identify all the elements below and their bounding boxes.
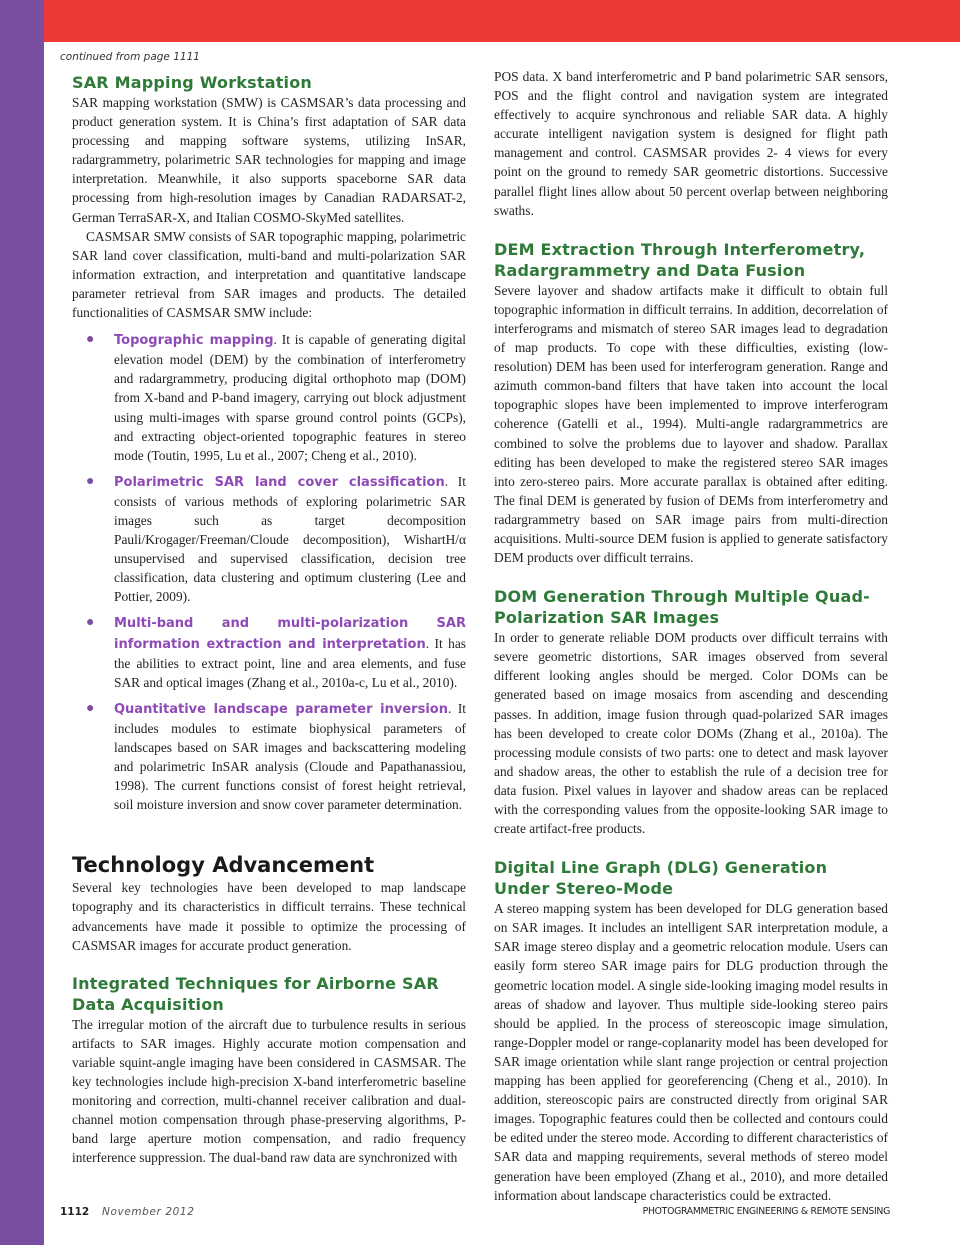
bullet-text: . It includes modules to estimate biophysical parameters of landscapes based on SAR images and backscattering modeling and polarimetric InSAR analysis (Cloude and Papathanassiou, 1998). The current functions consist of forest height retrieval, soil moisture inversion and snow cover parameter determination. <box>114 700 466 813</box>
journal-name: PHOTOGRAMMETRIC ENGINEERING & REMOTE SENSING <box>642 1206 890 1217</box>
section-heading-dem: DEM Extraction Through Interferometry, Radargrammetry and Data Fusion <box>494 239 866 280</box>
paragraph: SAR mapping workstation (SMW) is CASMSAR’s data processing and product generation system. It is China’s first adaptation of SAR data processing and mapping software systems, utilizing InSAR, radargrammetry, polarimetric SAR technologies for mapping and image interpretation. Meanwhile, it also supports spaceborne SAR data processing from high-resolution images by Canadian RADARSAT-2, German TerraSAR-X, and Italian COSMO-SkyMed satellites. <box>72 95 466 225</box>
section-heading-smw: SAR Mapping Workstation <box>72 73 313 92</box>
section-heading-airborne: Integrated Techniques for Airborne SAR Data Acquisition <box>72 973 439 1014</box>
bullet-term: Quantitative landscape parameter inversion <box>114 701 448 717</box>
bullet-icon: ● <box>86 473 95 489</box>
bullet-term: Topographic mapping <box>114 333 274 349</box>
bullet-icon: ● <box>86 332 95 348</box>
side-color-bar <box>0 0 44 1245</box>
left-column <box>72 68 466 1168</box>
bullet-term: Polarimetric SAR land cover classification <box>114 474 445 490</box>
list-item <box>72 613 466 691</box>
continued-note: continued from page 1111 <box>60 51 200 63</box>
bullet-icon: ● <box>86 700 95 716</box>
right-column <box>494 67 888 1205</box>
paragraph: In order to generate reliable DOM products over difficult terrains with severe geometric distortions, SAR images observed from several different looking angles should be merged. Color DOMs can be generated based on image mosaics from ascending and descending passes. In addition, image fusion through quad-polarized SAR images has been developed to create color DOMs (Zhang et al., 2010a). The processing module consists of two parts: one to detect and mask layover and shadow areas, the other to establish the rule of a decision tree for data fusion. Pixel values in layover and shadow areas can be replaced with the corresponding values from the opposite-looking SAR image to create artifact-free products. <box>494 630 888 837</box>
paragraph: CASMSAR SMW consists of SAR topographic mapping, polarimetric SAR land cover classification, multi-band and multi-polarization SAR information extraction, and interpretation and quantitative landscape parameter retrieval from SAR images and products. The detailed functionalities of CASMSAR SMW include: <box>72 228 466 321</box>
page-number: 1112 <box>60 1206 90 1218</box>
bullet-icon: ● <box>86 615 95 631</box>
paragraph: Severe layover and shadow artifacts make it difficult to obtain full topographic information in difficult terrains. In addition, decorrelation of interferograms and mismatch of stereo SAR images lead to degradation of map products. To cope with these difficulties, existing (low-resolution) DEM has been used for interferogram generation. Range and azimuth common-band filters that have taken into account the local topographic slopes have been implemented to improve interferogram coherence (Gatelli et al., 1994). Multi-angle radargrammetrics are combined to solve the problems due to layover and shadow. Parallax editing has been developed to make the registered stereo SAR images into zero-stereo pairs. More accurate parallax is obtained after editing. The final DEM is generated by fusion of DEMs from interferometry and radargrammetry based on SAR image pairs from multi-direction acquisitions. Multi-source DEM fusion is applied to generate satisfactory DEM products over difficult terrains. <box>494 282 888 566</box>
top-color-bar <box>0 0 960 42</box>
list-item <box>72 330 466 465</box>
paragraph: A stereo mapping system has been developed for DLG generation based on SAR images. It includes an intelligent SAR interpretation module, a SAR image stereo display and a geometric relocation module. Users can easily form stereo SAR image pairs for DLG production through the geometric location model. A single side-looking imaging model results in areas of shadow and layover. Thus multiple side-looking stereo pairs should be applied. In the process of stereoscopic image simulation, range-Doppler model or range-coplanarity model has been developed for SAR image orientation while slant range projection or central projection mapping has been applied for georeferencing (Cheng et al., 2010). In addition, stereoscopic pairs are constructed directly from original SAR images. Topographic features could then be collected and contours could be edited under the stereo mode. According to different characteristics of SAR data and mapping requirements, several methods of stereo model generation have been employed (Zhang et al., 2010), and more detailed information about landscape characteristics could be extracted. <box>494 901 888 1203</box>
issue-date: November 2012 <box>102 1206 195 1218</box>
bullet-text: . It has the abilities to extract point, line and area elements, and fuse SAR and optical images (Zhang et al., 2010a-c, Lu et al., 2010). <box>114 635 466 690</box>
bullet-text: . It is capable of generating digital elevation model (DEM) by the combination of interferometry and radargrammetry, producing digital orthophoto map (DOM) from X-band and P-band imagery, carrying out block adjustment using multi-images with sparse ground control points (GCPs), and extracting object-oriented topographic features in stereo mode (Toutin, 1995, Lu et al., 2007; Cheng et al., 2010). <box>114 332 467 463</box>
paragraph: The irregular motion of the aircraft due to turbulence results in serious artifacts to SAR images. Highly accurate motion compensation and variable squint-angle imaging have been considered in CASMSAR. The key technologies include high-precision X-band interferometric baseline monitoring and correction, multi-channel receiver calibration and dual-channel motion compensation through phase-preserving algorithms, P-band large aperture motion compensation, and radio frequency interference suppression. The dual-band raw data are synchronized with <box>72 1016 466 1166</box>
section-heading-dom: DOM Generation Through Multiple Quad-Polarization SAR Images <box>494 587 870 628</box>
bullet-text: . It consists of various methods of exploring polarimetric SAR images such as target decomposition Pauli/Krogager/Freeman/Cloude decomposition), WishartH/α unsupervised and supervised classification, decision tree classification, data clustering and optimum clustering (Lee and Pottier, 2009). <box>114 473 466 605</box>
paragraph: Several key technologies have been developed to map landscape topography and its characteristics in difficult terrains. These technical advancements have made it possible to optimize the processing of CASMSAR images for accurate product generation. <box>72 880 466 953</box>
bullet-term: Multi-band and multi-polarization SAR information extraction and interpretation <box>114 616 466 652</box>
section-heading-technology: Technology Advancement <box>72 853 375 878</box>
section-heading-dlg: Digital Line Graph (DLG) Generation Under Stereo-Mode <box>494 858 828 899</box>
list-item <box>72 472 466 607</box>
paragraph: POS data. X band interferometric and P band polarimetric SAR sensors, POS and the flight control and navigation system are integrated effectively to acquire synchronous and reliable SAR data. A highly accurate intelligent navigation system is designed for flight path management and control. CASMSAR provides 2- 4 views for every point on the ground to remedy SAR geometric distortions. Successive parallel flight lines allow about 50 percent overlap between neighboring swaths. <box>494 69 888 218</box>
list-item <box>72 699 466 815</box>
function-list <box>72 330 466 814</box>
